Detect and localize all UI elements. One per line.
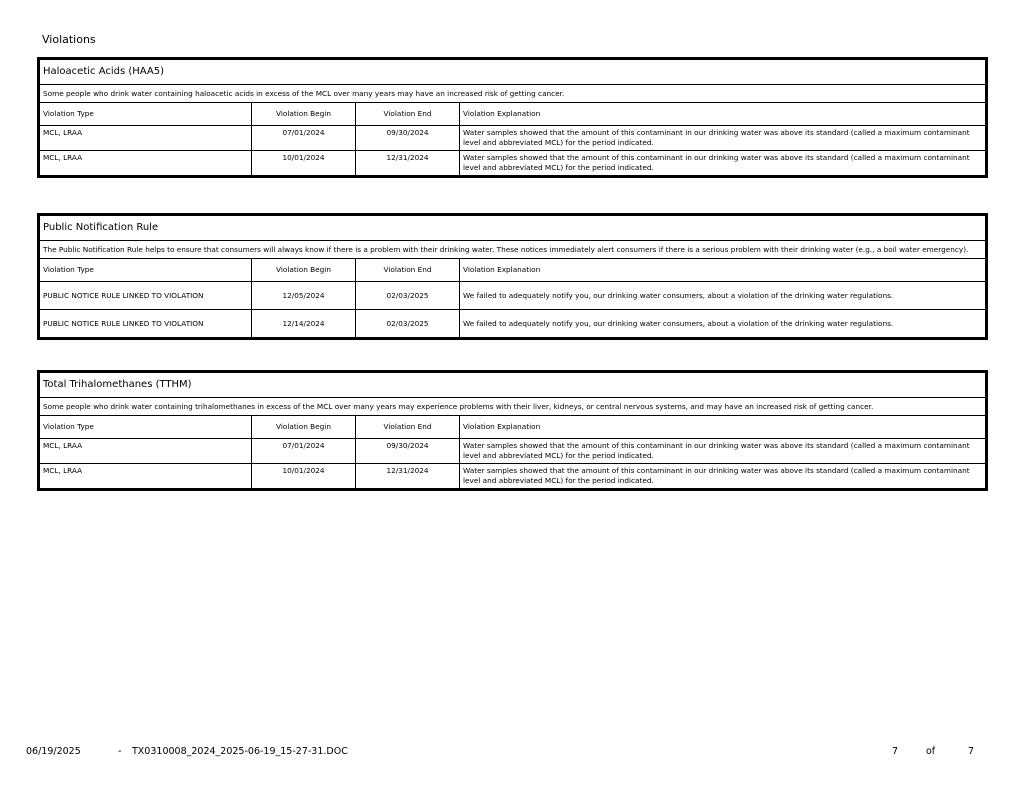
cell-end: 02/03/2025 [356,282,460,310]
table-row [40,310,986,338]
cell-explanation: Water samples showed that the amount of this contaminant in our drinking water was above its standard (called a maximum contaminant level and abbreviated MCL) for the period indicated. [460,126,986,151]
section-title: Total Trihalomethanes (TTHM) [40,373,986,398]
col-header-end: Violation End [356,416,460,439]
col-header-begin: Violation Begin [252,416,356,439]
table-row [40,282,986,310]
footer-of: of [926,746,936,757]
cell-begin: 12/05/2024 [252,282,356,310]
col-header-explanation: Violation Explanation [460,259,986,282]
cell-begin: 07/01/2024 [252,439,356,464]
cell-explanation: Water samples showed that the amount of this contaminant in our drinking water was above its standard (called a maximum contaminant level and abbreviated MCL) for the period indicated. [460,439,986,464]
cell-type: MCL, LRAA [40,463,252,488]
col-header-end: Violation End [356,103,460,126]
footer-separator: - [118,746,122,757]
cell-type: MCL, LRAA [40,439,252,464]
section-public-notification [37,213,988,340]
cell-begin: 07/01/2024 [252,126,356,151]
col-header-type: Violation Type [40,259,252,282]
cell-explanation: Water samples showed that the amount of this contaminant in our drinking water was above its standard (called a maximum contaminant level and abbreviated MCL) for the period indicated. [460,463,986,488]
col-header-begin: Violation Begin [252,103,356,126]
cell-type: MCL, LRAA [40,126,252,151]
col-header-type: Violation Type [40,416,252,439]
cell-end: 12/31/2024 [356,463,460,488]
section-description: The Public Notification Rule helps to ensure that consumers will always know if there is a problem with their drinking water. These notices immediately alert consumers if there is a serious problem with their drinking water (e.g., a boil water emergency). [40,240,986,259]
cell-explanation: We failed to adequately notify you, our drinking water consumers, about a violation of the drinking water regulations. [460,310,986,338]
col-header-explanation: Violation Explanation [460,416,986,439]
section-title: Public Notification Rule [40,216,986,241]
cell-end: 09/30/2024 [356,439,460,464]
col-header-explanation: Violation Explanation [460,103,986,126]
footer-page-number: 7 [892,746,899,757]
cell-begin: 10/01/2024 [252,150,356,175]
cell-type: PUBLIC NOTICE RULE LINKED TO VIOLATION [40,310,252,338]
table-row [40,439,986,464]
footer-date: 06/19/2025 [26,746,81,757]
section-description: Some people who drink water containing trihalomethanes in excess of the MCL over many years may experience problems with their liver, kidneys, or central nervous systems, and may have an increased risk of getting cancer. [40,397,986,416]
col-header-end: Violation End [356,259,460,282]
section-description: Some people who drink water containing haloacetic acids in excess of the MCL over many years may have an increased risk of getting cancer. [40,84,986,103]
section-tthm [37,370,988,491]
section-haa5 [37,57,988,178]
footer-total-pages: 7 [968,746,975,757]
footer-filename: TX0310008_2024_2025-06-19_15-27-31.DOC [132,746,348,757]
cell-begin: 10/01/2024 [252,463,356,488]
cell-explanation: We failed to adequately notify you, our drinking water consumers, about a violation of the drinking water regulations. [460,282,986,310]
page-heading: Violations [42,33,96,46]
col-header-type: Violation Type [40,103,252,126]
cell-begin: 12/14/2024 [252,310,356,338]
cell-type: PUBLIC NOTICE RULE LINKED TO VIOLATION [40,282,252,310]
cell-end: 02/03/2025 [356,310,460,338]
table-row [40,150,986,175]
cell-explanation: Water samples showed that the amount of this contaminant in our drinking water was above its standard (called a maximum contaminant level and abbreviated MCL) for the period indicated. [460,150,986,175]
cell-type: MCL, LRAA [40,150,252,175]
col-header-begin: Violation Begin [252,259,356,282]
section-title: Haloacetic Acids (HAA5) [40,60,986,85]
table-row [40,126,986,151]
table-row [40,463,986,488]
cell-end: 09/30/2024 [356,126,460,151]
cell-end: 12/31/2024 [356,150,460,175]
